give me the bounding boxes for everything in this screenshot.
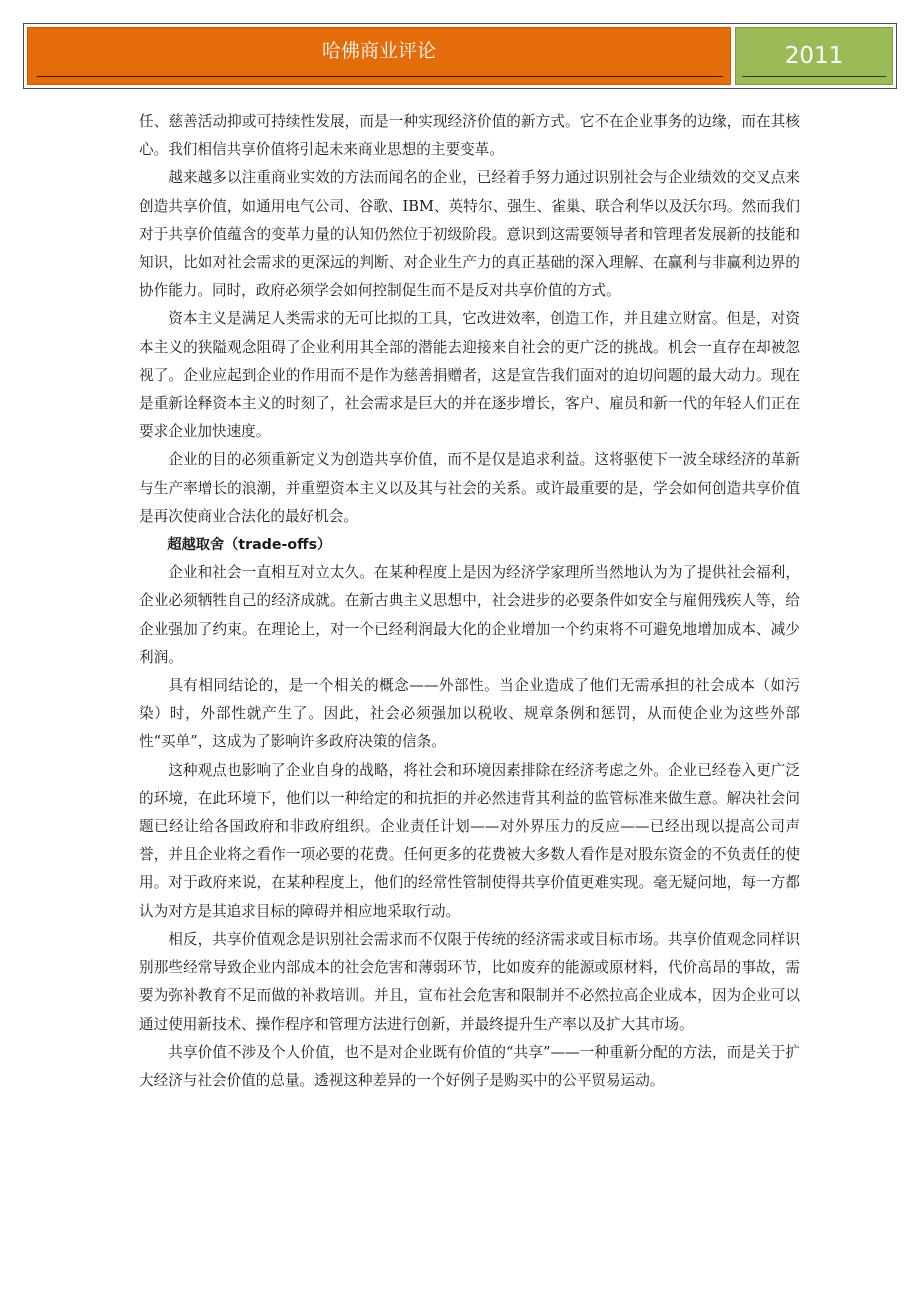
body-paragraph: 任、慈善活动抑或可持续性发展，而是一种实现经济价值的新方式。它不在企业事务的边缘，而在其核心。我们相信共享价值将引起未来商业思想的主要变革。 — [139, 113, 800, 159]
publication-title: 哈佛商业评论 — [321, 40, 436, 62]
article-body — [139, 108, 800, 1095]
publication-year: 2011 — [784, 43, 844, 69]
body-paragraph: 共享价值不涉及个人价值，也不是对企业既有价值的“共享”——一种重新分配的方法，而是关于扩大经济与社会价值的总量。透视这种差异的一个好例子是购买中的公平贸易运动。 — [139, 1043, 800, 1089]
header-rule — [37, 76, 723, 77]
section-heading: 超越取舍（trade-offs） — [167, 537, 332, 554]
header-year-rule — [742, 76, 886, 77]
body-paragraph: 资本主义是满足人类需求的无可比拟的工具，它改进效率，创造工作，并且建立财富。但是，对资本主义的狭隘观念阻碍了企业利用其全部的潜能去迎接来自社会的更广泛的挑战。机会一直存在却被忽视了。企业应起到企业的作用而不是作为慈善捐赠者，这是宣告我们面对的迫切问题的最大动力。现在是重新诠释资本主义的时刻了，社会需求是巨大的并在逐步增长，客户、雇员和新一代的年轻人们正在要求企业加快速度。 — [139, 310, 800, 441]
header-year-block — [735, 27, 893, 85]
body-paragraph: 相反，共享价值观念是识别社会需求而不仅限于传统的经济需求或目标市场。共享价值观念同样识别那些经常导致企业内部成本的社会危害和薄弱环节，比如废弃的能源或原材料，代价高昂的事故，需要为弥补教育不足而做的补救培训。并且，宣布社会危害和限制并不必然拉高企业成本，因为企业可以通过使用新技术、操作程序和管理方法进行创新，并最终提升生产率以及扩大其市场。 — [139, 930, 800, 1033]
body-paragraph: 越来越多以注重商业实效的方法而闻名的企业，已经着手努力通过识别社会与企业绩效的交叉点来创造共享价值，如通用电气公司、谷歌、IBM、英特尔、强生、雀巢、联合利华以及沃尔玛。然而我们对于共享价值蕴含的变革力量的认知仍然位于初级阶段。意识到这需要领导者和管理者发展新的技能和知识，比如对社会需求的更深远的判断、对企业生产力的真正基础的深入理解、在赢利与非赢利边界的协作能力。同时，政府必须学会如何控制促生而不是反对共享价值的方式。 — [139, 169, 800, 300]
body-paragraph: 具有相同结论的，是一个相关的概念——外部性。当企业造成了他们无需承担的社会成本（如污染）时，外部性就产生了。因此，社会必须强加以税收、规章条例和惩罚，从而使企业为这些外部性“买单”，这成为了影响许多政府决策的信条。 — [139, 677, 800, 751]
body-paragraph: 企业和社会一直相互对立太久。在某种程度上是因为经济学家理所当然地认为为了提供社会福利，企业必须牺牲自己的经济成就。在新古典主义思想中，社会进步的必要条件如安全与雇佣残疾人等，给企业强加了约束。在理论上，对一个已经利润最大化的企业增加一个约束将不可避免地增加成本、减少利润。 — [139, 564, 800, 666]
body-paragraph: 企业的目的必须重新定义为创造共享价值，而不是仅是追求利益。这将驱使下一波全球经济的革新与生产率增长的浪潮，并重塑资本主义以及其与社会的关系。或许最重要的是，学会如何创造共享价值是再次使商业合法化的最好机会。 — [139, 451, 800, 525]
header-title-block — [27, 27, 731, 85]
body-paragraph: 这种观点也影响了企业自身的战略，将社会和环境因素排除在经济考虑之外。企业已经卷入更广泛的环境，在此环境下，他们以一种给定的和抗拒的并必然违背其利益的监管标准来做生意。解决社会问题已经让给各国政府和非政府组织。企业责任计划——对外界压力的反应——已经出现以提高公司声誉，并且企业将之看作一项必要的花费。任何更多的花费被大多数人看作是对股东资金的不负责任的使用。对于政府来说，在某种程度上，他们的经常性管制使得共享价值更难实现。毫无疑问地，每一方都认为对方是其追求目标的障碍并相应地采取行动。 — [139, 761, 800, 920]
